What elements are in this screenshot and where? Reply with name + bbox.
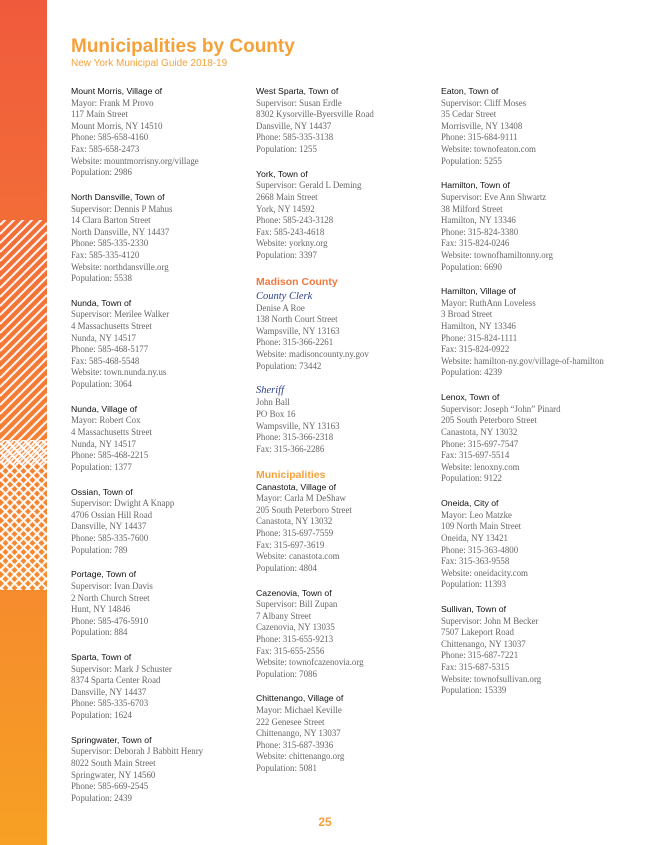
entry-line: Mayor: Leo Matzke [441,509,512,520]
page-header [71,36,295,70]
county-office-entry [256,385,441,455]
directory-entry [71,298,256,391]
entry-line: Wampsville, NY 13163 [256,420,340,431]
entry-line: Phone: 585-669-2545 [71,781,149,792]
entry-line: Supervisor: Cliff Moses [441,97,527,108]
entry-line: Population: 15339 [441,685,507,696]
diagonal-pattern [0,0,47,845]
entry-line: 109 North Main Street [441,521,522,532]
office-heading: County Clerk [256,290,313,302]
entry-line: 2 North Church Street [71,592,150,603]
entry-line: Website: hamilton-ny.gov/village-of-hamilton [441,355,604,366]
entry-line: Dansville, NY 14437 [71,686,147,697]
entry-line: Website: chittenango.org [256,751,345,762]
entry-line: Website: town.nunda.ny.us [71,367,167,378]
entry-line: Chittenango, NY 13037 [256,728,341,739]
entry-line: Population: 884 [71,627,128,638]
entry-line: Supervisor: Dwight A Knapp [71,498,175,509]
entry-line: Phone: 585-335-6703 [71,698,149,709]
entry-line: Supervisor: Merilee Walker [71,309,170,320]
entry-name: Nunda, Village of [71,403,138,414]
entry-line: Phone: 585-476-5910 [71,615,149,626]
entry-line: Population: 789 [71,544,128,555]
entry-line: Hamilton, NY 13346 [441,215,516,226]
entry-line: 38 Milford Street [441,203,503,214]
county-office-entry [256,291,441,373]
entry-line: Phone: 585-658-4160 [71,132,149,143]
entry-line: Phone: 315-697-7547 [441,438,519,449]
entry-line: North Dansville, NY 14437 [71,226,170,237]
directory-entry [71,652,256,722]
entry-name: North Dansville, Town of [71,191,165,202]
entry-line: Morrisville, NY 13408 [441,120,523,131]
entry-line: Population: 5255 [441,155,502,166]
entry-line: 4 Massachusetts Street [71,427,152,437]
entry-line: Population: 4239 [441,367,502,378]
entry-line: PO Box 16 [256,409,296,420]
column-2 [256,86,441,788]
entry-name: Ossian, Town of [71,486,133,497]
entry-line: Phone: 315-697-7559 [256,527,334,538]
entry-line: Fax: 315-366-2286 [256,443,325,454]
entry-line: Population: 6690 [441,261,502,272]
entry-line: Population: 2439 [71,792,132,803]
entry-line: Phone: 315-684-9111 [441,132,518,143]
entry-line: Dansville, NY 14437 [71,521,147,532]
entry-line: Supervisor: Ivan Davis [71,580,153,591]
entry-line: Mayor: Michael Keville [256,705,342,716]
entry-line: 117 Main Street [71,109,128,120]
entry-line: Population: 5081 [256,763,317,774]
entry-line: Phone: 585-335-3138 [256,132,334,143]
directory-entry [71,86,256,179]
entry-line: Population: 5538 [71,273,132,284]
entry-line: Supervisor: Bill Zupan [256,599,338,610]
entry-line: Population: 3064 [71,379,132,390]
entry-line: Website: madisoncounty.ny.gov [256,349,369,360]
entry-name: York, Town of [256,168,308,179]
column-3 [441,86,626,710]
entry-name: Sparta, Town of [71,652,132,663]
entry-line: 205 South Peterboro Street [441,415,537,426]
entry-line: Population: 2986 [71,167,132,178]
entry-line: Population: 1377 [71,461,132,472]
page-title: Municipalities by County [71,36,295,57]
entry-line: Fax: 585-243-4618 [256,226,325,237]
entry-line: Cazenovia, NY 13035 [256,622,335,633]
entry-line: Population: 3397 [256,249,317,260]
entry-line: 4 Massachusetts Street [71,321,152,332]
entry-line: 35 Cedar Street [441,109,497,120]
directory-entry [441,180,626,273]
entry-line: Supervisor: Deborah J Babbitt Henry [71,746,204,757]
entry-name: West Sparta, Town of [256,86,339,96]
entry-line: Supervisor: Eve Ann Shwartz [441,191,547,202]
entry-line: 7507 Lakeport Road [441,627,514,638]
page-number: 25 [318,815,332,829]
directory-entry [256,169,441,262]
county-heading: Madison County [256,275,338,288]
entry-line: Canastota, NY 13032 [256,516,333,527]
entry-line: Population: 1624 [71,710,132,721]
directory-entry [441,286,626,379]
entry-line: York, NY 14592 [256,203,315,214]
entry-line: Supervisor: Susan Erdle [256,97,342,108]
entry-name: Eaton, Town of [441,86,499,96]
entry-name: Hamilton, Town of [441,180,510,191]
entry-line: 3 Broad Street [441,309,493,320]
directory-entry [441,86,626,167]
entry-line: Website: townofcazenovia.org [256,657,364,668]
entry-line: Phone: 315-363-4800 [441,544,519,555]
entry-line: Mayor: Robert Cox [71,415,141,426]
entry-line: 138 North Court Street [256,314,338,325]
entry-line: Nunda, NY 14517 [71,332,136,343]
entry-line: Phone: 585-468-5177 [71,344,149,355]
entry-line: Nunda, NY 14517 [71,438,136,449]
directory-entry [71,192,256,285]
entry-line: John Ball [256,397,290,408]
directory-entry [256,86,441,156]
entry-line: Dansville, NY 14437 [256,120,332,131]
entry-name: Mount Morris, Village of [71,86,163,96]
directory-entry [71,404,256,474]
entry-name: Nunda, Town of [71,297,132,308]
entry-line: Supervisor: Joseph “John” Pinard [441,403,561,414]
entry-line: Supervisor: Gerald L Deming [256,180,362,191]
column-1 [71,86,256,818]
directory-entry [441,392,626,485]
entry-line: Fax: 315-655-2556 [256,645,325,656]
entry-line: Phone: 315-687-3936 [256,739,334,750]
entry-name: Canastota, Village of [256,481,337,492]
entry-line: Website: townofeaton.com [441,143,536,154]
entry-line: Website: oneidacity.com [441,567,528,578]
entry-line: Fax: 315-697-3619 [256,539,325,550]
entry-line: Springwater, NY 14560 [71,769,156,780]
entry-name: Hamilton, Village of [441,286,516,297]
office-heading: Sheriff [256,385,284,397]
directory-entry [256,588,441,681]
directory-entry [256,482,441,575]
entry-line: Website: yorkny.org [256,238,328,249]
entry-line: Website: lenoxny.com [441,461,520,472]
entry-name: Portage, Town of [71,569,137,580]
entry-line: 205 South Peterboro Street [256,504,352,515]
entry-line: Supervisor: John M Becker [441,615,539,626]
entry-line: Fax: 315-824-0922 [441,344,510,355]
entry-line: Phone: 315-366-2261 [256,337,334,348]
entry-name: Oneida, City of [441,498,499,509]
entry-line: Fax: 315-687-5315 [441,662,510,673]
page-subtitle: New York Municipal Guide 2018-19 [71,58,228,69]
directory-entry [71,487,256,557]
entry-line: Population: 7086 [256,668,317,679]
entry-line: Hunt, NY 14846 [71,604,131,615]
entry-line: Website: canastota.com [256,551,340,562]
entry-line: Fax: 315-363-9558 [441,556,510,567]
entry-line: Phone: 585-468-2215 [71,450,149,461]
directory-entry [441,498,626,591]
entry-line: Canastota, NY 13032 [441,427,518,437]
entry-line: Population: 11393 [441,579,507,590]
municipalities-heading: Municipalities [256,468,326,481]
entry-line: Mayor: Frank M Provo [71,97,154,108]
entry-line: Population: 4804 [256,562,317,573]
entry-line: Website: northdansville.org [71,261,169,272]
entry-line: Hamilton, NY 13346 [441,321,516,332]
entry-line: Website: mountmorrisny.org/village [71,155,199,166]
entry-line: Mayor: RuthAnn Loveless [441,297,536,308]
directory-entry [256,693,441,774]
entry-line: Supervisor: Mark J Schuster [71,663,172,674]
entry-line: Phone: 315-824-1111 [441,332,518,343]
entry-line: Fax: 585-658-2473 [71,143,140,154]
entry-line: 8374 Sparta Center Road [71,675,161,686]
entry-line: Fax: 315-697-5514 [441,450,510,461]
directory-entry [71,735,256,805]
entry-line: 4706 Ossian Hill Road [71,509,153,520]
entry-line: Wampsville, NY 13163 [256,325,340,336]
entry-line: Mount Morris, NY 14510 [71,120,163,131]
entry-line: 222 Genesee Street [256,716,325,727]
entry-line: Phone: 315-655-9213 [256,633,334,644]
entry-line: Denise A Roe [256,302,305,313]
entry-line: 14 Clara Barton Street [71,215,151,226]
entry-name: Springwater, Town of [71,734,152,745]
entry-line: Phone: 315-687-7221 [441,650,519,661]
entry-line: Phone: 585-335-7600 [71,532,149,543]
entry-line: 2668 Main Street [256,191,318,202]
entry-name: Cazenovia, Town of [256,587,332,598]
entry-line: Oneida, NY 13421 [441,532,508,543]
entry-line: Website: townofsullivan.org [441,673,542,684]
entry-name: Lenox, Town of [441,392,500,403]
entry-line: 8022 South Main Street [71,758,156,768]
decorative-side-band [0,0,47,845]
entry-line: Population: 73442 [256,360,322,371]
entry-line: 8302 Kysorville-Byersville Road [256,109,374,120]
entry-name: Chittenango, Village of [256,693,344,704]
entry-line: Phone: 585-243-3128 [256,215,334,226]
directory-entry [441,604,626,697]
entry-name: Sullivan, Town of [441,604,507,615]
entry-line: Phone: 315-366-2318 [256,432,334,443]
entry-line: Phone: 315-824-3380 [441,226,519,237]
entry-line: Phone: 585-335-2330 [71,238,149,249]
entry-line: Supervisor: Dennis P Mahus [71,203,173,214]
entry-line: Fax: 585-468-5548 [71,355,140,366]
entry-line: Population: 9122 [441,473,502,484]
entry-line: Mayor: Carla M DeShaw [256,493,346,504]
directory-entry [71,569,256,639]
entry-line: Website: townofhamiltonny.org [441,249,553,260]
entry-line: 7 Albany Street [256,610,312,621]
entry-line: Chittenango, NY 13037 [441,638,526,649]
entry-line: Population: 1255 [256,143,317,154]
entry-line: Fax: 315-824-0246 [441,238,510,249]
entry-line: Fax: 585-335-4120 [71,249,140,260]
